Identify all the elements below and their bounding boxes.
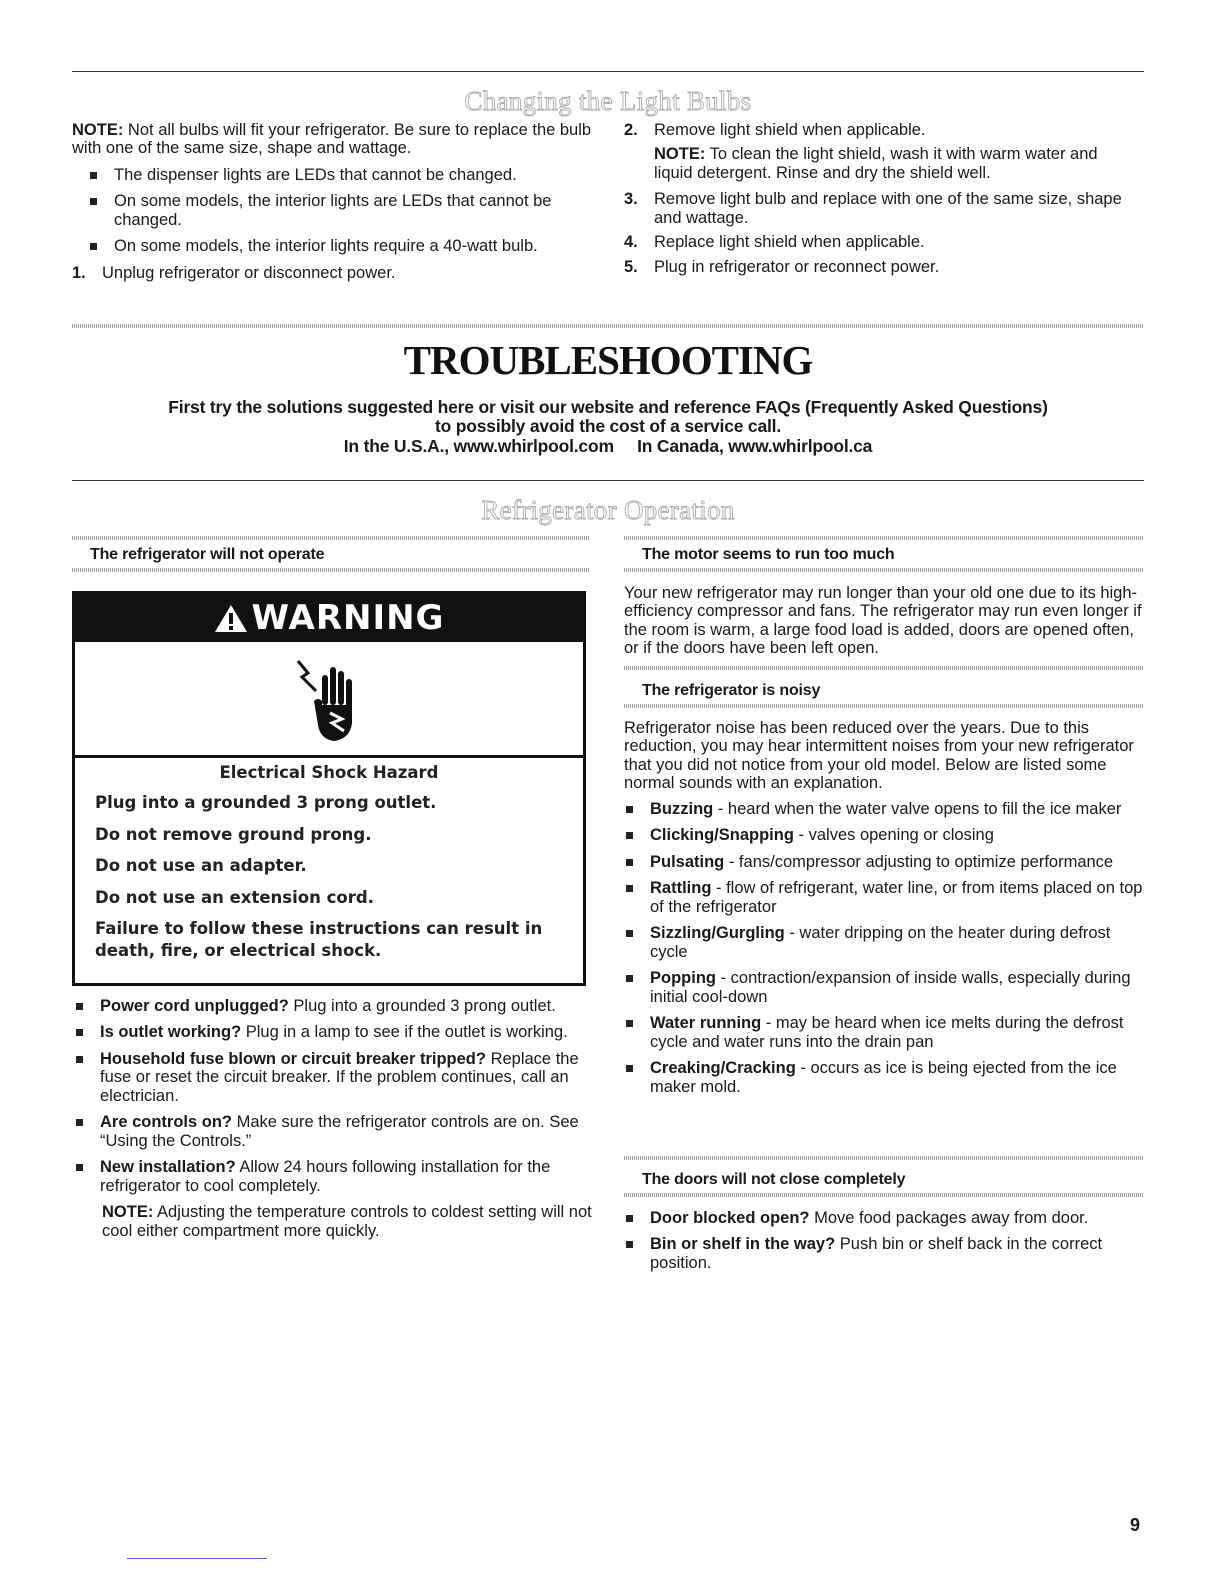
warning-header-text: WARNING	[251, 598, 445, 638]
motor-text: Your new refrigerator may run longer than your old one due to its high-efficiency compressor and fans. The refrigerator may run even longer if the room is warm, a large food load is added, doors are opened often, or if the doors have been left open.	[624, 584, 1142, 658]
item-text: - occurs as ice is being ejected from the ice maker mold.	[650, 1059, 1117, 1096]
operation-rule	[72, 480, 1144, 481]
warning-line: Do not remove ground prong.	[95, 824, 372, 844]
light-bulbs-right-column	[624, 121, 1140, 276]
item-text: Allow 24 hours following installation for the refrigerator to cool completely.	[100, 1158, 551, 1195]
item-label: Household fuse blown or circuit breaker tripped?	[100, 1049, 486, 1068]
item-label: Sizzling/Gurgling	[650, 924, 785, 943]
list-item	[68, 1050, 596, 1105]
item-label: Popping	[650, 969, 716, 988]
warning-line: Do not use an extension cord.	[95, 887, 374, 907]
item-label: Rattling	[650, 879, 712, 898]
light-bulbs-title: Changing the Light Bulbs	[464, 86, 752, 116]
page-number: 9	[1129, 1515, 1140, 1535]
item-text: - fans/compressor adjusting to optimize performance	[724, 852, 1114, 871]
light-bulbs-left-column	[72, 121, 592, 282]
not-operate-heading: The refrigerator will not operate	[90, 546, 325, 563]
item-text: Plug into a grounded 3 prong outlet.	[288, 997, 556, 1015]
intro-line-3: In the U.S.A., www.whirlpool.com In Canada, www.whirlpool.ca	[343, 435, 873, 456]
step-4	[624, 233, 1140, 251]
note-label: NOTE:	[72, 121, 124, 139]
step-text: Remove light shield when applicable.	[654, 121, 926, 139]
item-label: Clicking/Snapping	[650, 826, 794, 845]
note-label: NOTE:	[102, 1203, 154, 1222]
warning-header	[75, 594, 583, 642]
list-item	[618, 800, 1144, 818]
note-text: Not all bulbs will fit your refrigerator. Be sure to replace the bulb with one of the same size, shape and wattage.	[72, 121, 592, 158]
item-label: Is outlet working?	[100, 1023, 242, 1042]
step-number: 3.	[624, 190, 638, 209]
list-item	[68, 1113, 596, 1150]
step-2	[624, 121, 1140, 139]
list-item	[618, 1235, 1144, 1272]
noisy-section	[624, 719, 1144, 1104]
subhead-hatch	[624, 1156, 1144, 1160]
warning-body	[75, 758, 583, 963]
intro-line-1: First try the solutions suggested here or visit our website and reference FAQs (Frequently Asked Questions)	[168, 397, 1048, 417]
list-item	[618, 924, 1144, 961]
warning-triangle-icon	[214, 603, 248, 633]
light-bulbs-bullets	[82, 166, 592, 256]
item-label: Pulsating	[650, 852, 725, 871]
list-item	[618, 1209, 1144, 1227]
list-item	[618, 879, 1144, 916]
list-item: On some models, the interior lights require a 40-watt bulb.	[82, 237, 592, 255]
step-text: Remove light bulb and replace with one of the same size, shape and wattage.	[654, 190, 1122, 227]
list-item	[68, 997, 596, 1015]
operation-title: Refrigerator Operation	[481, 495, 735, 525]
list-item: On some models, the interior lights are LEDs that cannot be changed.	[82, 192, 592, 229]
subhead-hatch	[624, 536, 1144, 540]
item-label: Water running	[650, 1014, 762, 1033]
noise-list	[618, 800, 1144, 1096]
top-rule	[72, 71, 1144, 72]
hazard-title: Electrical Shock Hazard	[219, 763, 439, 782]
item-label: Power cord unplugged?	[100, 997, 289, 1015]
intro-line-2: to possibly avoid the cost of a service call.	[435, 416, 781, 437]
noisy-text: Refrigerator noise has been reduced over the years. Due to this reduction, you may hear intermittent noises from your new refrigerator that you did not notice from your old model. Below are listed some normal sounds with an explanation.	[624, 719, 1134, 793]
item-text: - water dripping on the heater during defrost cycle	[650, 924, 1111, 961]
item-text: Replace the fuse or reset the circuit breaker. If the problem continues, call an electrician.	[100, 1049, 579, 1105]
warning-box	[72, 591, 586, 986]
subhead-hatch	[624, 1193, 1144, 1197]
list-item	[618, 969, 1144, 1006]
list-item	[618, 826, 1144, 844]
item-label: Creaking/Cracking	[650, 1059, 796, 1078]
shock-hazard-icon-area	[75, 642, 583, 758]
doors-list	[618, 1209, 1144, 1272]
warning-line: Plug into a grounded 3 prong outlet.	[95, 793, 437, 813]
electric-shock-hand-icon	[294, 653, 364, 745]
note-label: NOTE:	[654, 145, 706, 164]
not-operate-bullets	[68, 997, 596, 1195]
item-text: - valves opening or closing	[793, 826, 994, 845]
list-item	[618, 1059, 1144, 1096]
item-label: New installation?	[100, 1158, 236, 1177]
troubleshooting-title: TROUBLESHOOTING	[403, 337, 813, 383]
step-number: 2.	[624, 121, 638, 139]
item-text: Move food packages away from door.	[809, 1209, 1089, 1227]
subhead-hatch	[72, 568, 590, 572]
step-number: 4.	[624, 233, 638, 252]
doors-heading: The doors will not close completely	[642, 1171, 906, 1188]
list-item	[618, 1014, 1144, 1051]
motor-heading: The motor seems to run too much	[642, 546, 895, 563]
step-text: Replace light shield when applicable.	[654, 233, 925, 252]
not-operate-note	[68, 1203, 596, 1240]
item-label: Door blocked open?	[650, 1209, 810, 1227]
item-text: Make sure the refrigerator controls are on. See “Using the Controls.”	[100, 1113, 579, 1150]
item-text: Push bin or shelf back in the correct position.	[650, 1235, 1103, 1272]
subhead-hatch	[72, 536, 590, 540]
item-text: - may be heard when ice melts during the defrost cycle and water runs into the drain pan	[650, 1014, 1124, 1051]
step-text: Plug in refrigerator or reconnect power.	[654, 257, 940, 276]
item-label: Are controls on?	[100, 1113, 233, 1132]
troubleshooting-intro	[72, 398, 1144, 456]
note-text: To clean the light shield, wash it with warm water and liquid detergent. Rinse and dry the shield well.	[654, 145, 1098, 182]
light-bulbs-note	[72, 121, 592, 158]
step-3	[624, 190, 1140, 227]
list-item	[68, 1023, 596, 1041]
noisy-heading: The refrigerator is noisy	[642, 682, 821, 699]
item-text: - heard when the water valve opens to fill the ice maker	[713, 799, 1122, 818]
step-text: Unplug refrigerator or disconnect power.	[102, 263, 396, 282]
item-label: Bin or shelf in the way?	[650, 1235, 836, 1254]
item-text: - contraction/expansion of inside walls, especially during initial cool-down	[650, 969, 1131, 1006]
note-text: Adjusting the temperature controls to coldest setting will not cool either compartment more quickly.	[102, 1203, 592, 1240]
step-2-note	[624, 145, 1140, 182]
step-1	[72, 264, 592, 282]
item-text: - flow of refrigerant, water line, or from items placed on top of the refrigerator	[650, 879, 1143, 916]
step-number: 5.	[624, 257, 638, 276]
list-item	[618, 853, 1144, 871]
warning-line: Do not use an adapter.	[95, 856, 307, 876]
list-item	[68, 1158, 596, 1195]
doors-section	[618, 1209, 1144, 1280]
subhead-hatch	[624, 568, 1144, 572]
subhead-hatch	[624, 704, 1144, 708]
warning-line: Failure to follow these instructions can result in death, fire, or electrical shock.	[95, 919, 543, 961]
step-5	[624, 258, 1140, 276]
subhead-hatch	[624, 666, 1144, 670]
footer-line	[127, 1558, 267, 1559]
item-text: Plug in a lamp to see if the outlet is working.	[241, 1023, 568, 1042]
step-number: 1.	[72, 263, 86, 282]
item-label: Buzzing	[650, 799, 714, 818]
not-operate-list	[68, 997, 596, 1240]
list-item: The dispenser lights are LEDs that cannot be changed.	[82, 166, 592, 184]
troubleshooting-divider	[72, 324, 1144, 328]
